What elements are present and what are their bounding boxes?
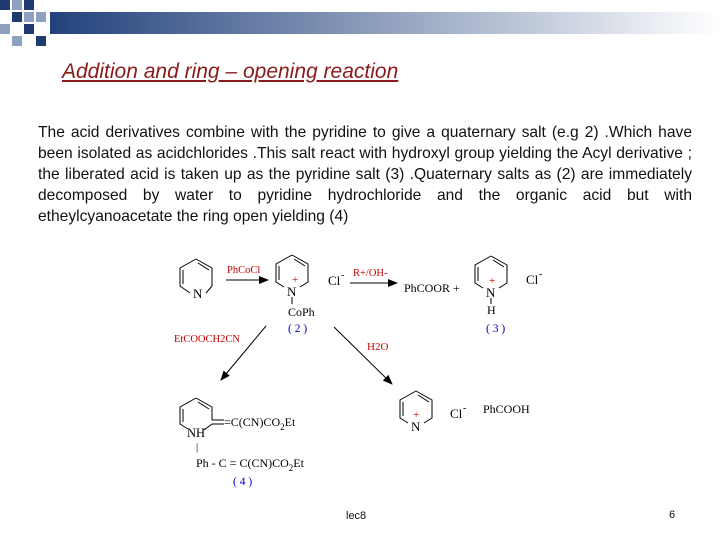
plus-charge: +	[413, 409, 420, 421]
ester-product: PhCOOR +	[404, 281, 460, 295]
pyridine-n: N	[193, 286, 203, 301]
body-paragraph: The acid derivatives combine with the pyridine to give a quaternary salt (e.g 2) .Which have been isolated as acidchlorides .This salt react with hydroxyl group yielding the Acyl derivative ; the liberated acid is taken up as the pyridine salt (3) .Quaternary salts as (2) are immediately decomposed by water to pyridine hydrochloride and the organic acid but with etheylcyanoacetate the ring open yielding (4)	[38, 124, 692, 225]
chloride-ion: Cl	[328, 273, 341, 288]
minus-charge: -	[341, 270, 345, 281]
plus-charge: +	[292, 274, 299, 286]
reagent-phcocl: PhCoCl	[227, 265, 261, 276]
nh-group: NH	[187, 426, 206, 440]
arrow-water	[334, 327, 392, 384]
acyl-coph: CoPh	[288, 305, 315, 319]
reagent-water: H2O	[367, 341, 389, 353]
minus-charge: -	[539, 269, 543, 280]
side-chain: $Ph - C = C(CN)CO_2Et$	[196, 456, 304, 473]
reagent-r-oh: R+/OH-	[353, 268, 388, 279]
label-4: ( 4 )	[233, 476, 253, 488]
label-3: ( 3 )	[486, 323, 506, 335]
n-atom: N	[411, 419, 421, 434]
label-2: ( 2 )	[288, 323, 308, 335]
chloride-ion: Cl	[526, 272, 539, 287]
ylidene-group: $=C(CN)CO_2Et$	[224, 415, 296, 432]
minus-charge: -	[463, 403, 467, 414]
slide-title: Addition and ring – opening reaction	[62, 60, 399, 83]
acid-product: PhCOOH	[483, 402, 530, 416]
chloride-ion: Cl	[450, 406, 463, 421]
plus-charge: +	[489, 275, 496, 287]
n-atom: N	[486, 285, 496, 300]
page-number: 6	[669, 509, 676, 521]
n-hydrogen: H	[487, 303, 496, 317]
n-atom: N	[287, 284, 297, 299]
footer-label: lec8	[346, 510, 367, 522]
reagent-ethylcyanoacetate: EtCOOCH2CN	[174, 334, 240, 345]
bond-bar: |	[196, 441, 199, 453]
